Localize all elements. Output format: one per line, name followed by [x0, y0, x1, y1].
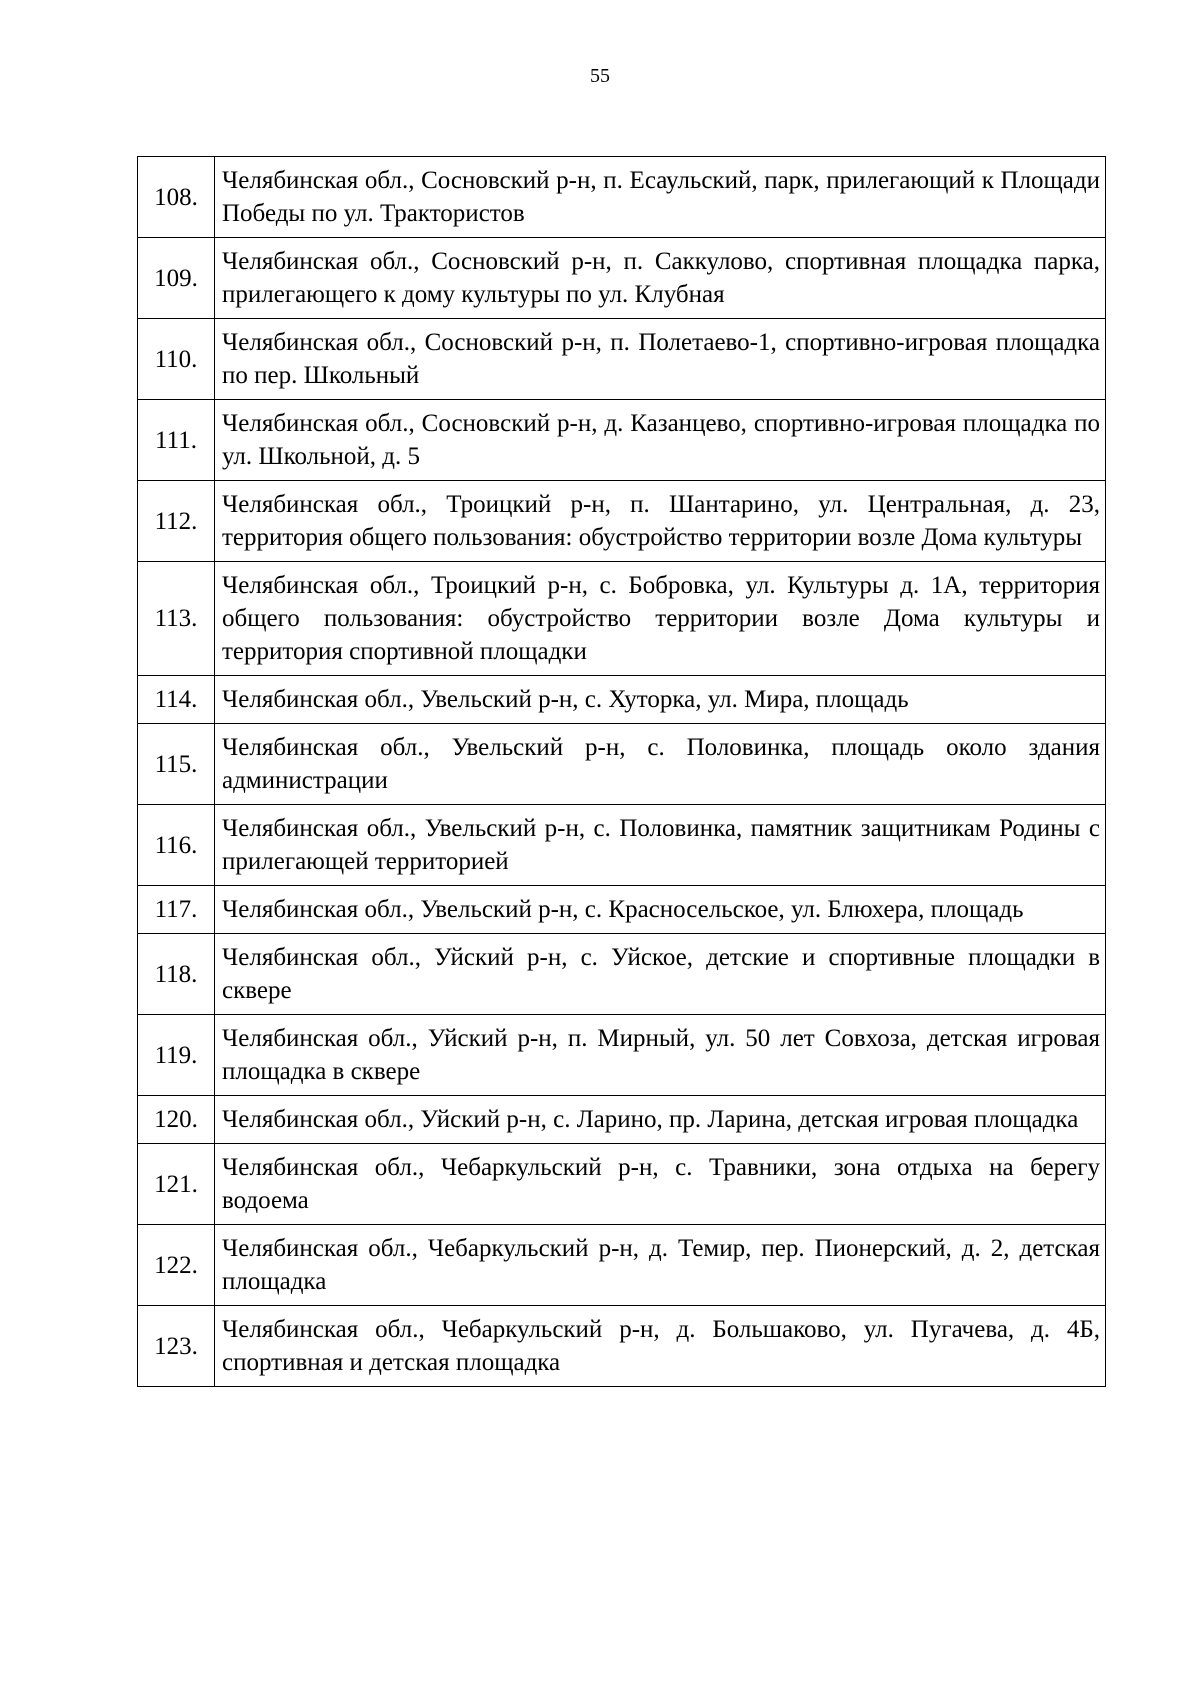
row-location: Челябинская обл., Чебаркульский р-н, с. Травники, зона отдыха на берегу водоема [215, 1144, 1106, 1225]
row-location: Челябинская обл., Увельский р-н, с. Красносельское, ул. Блюхера, площадь [215, 886, 1106, 934]
row-number: 120. [138, 1096, 215, 1144]
row-location: Челябинская обл., Увельский р-н, с. Половинка, площадь около здания администрации [215, 724, 1106, 805]
table-row [138, 238, 1106, 319]
table-row [138, 1015, 1106, 1096]
row-number: 118. [138, 934, 215, 1015]
table-row [138, 400, 1106, 481]
table-row [138, 562, 1106, 676]
row-number: 109. [138, 238, 215, 319]
table-row [138, 1144, 1106, 1225]
row-number: 116. [138, 805, 215, 886]
row-location: Челябинская обл., Уйский р-н, с. Уйское, детские и спортивные площадки в сквере [215, 934, 1106, 1015]
row-number: 123. [138, 1306, 215, 1387]
table-row [138, 1225, 1106, 1306]
row-number: 110. [138, 319, 215, 400]
row-number: 114. [138, 676, 215, 724]
row-number: 122. [138, 1225, 215, 1306]
table-row [138, 676, 1106, 724]
row-number: 117. [138, 886, 215, 934]
row-location: Челябинская обл., Троицкий р-н, с. Бобровка, ул. Культуры д. 1А, территория общего пользования: обустройство территории возле Дома культуры и территория спортивной площадки [215, 562, 1106, 676]
table-row [138, 481, 1106, 562]
locations-table [137, 156, 1106, 1387]
table-row [138, 886, 1106, 934]
table-row [138, 1096, 1106, 1144]
row-location: Челябинская обл., Сосновский р-н, д. Казанцево, спортивно-игровая площадка по ул. Школьной, д. 5 [215, 400, 1106, 481]
row-location: Челябинская обл., Уйский р-н, п. Мирный, ул. 50 лет Совхоза, детская игровая площадка в сквере [215, 1015, 1106, 1096]
row-location: Челябинская обл., Сосновский р-н, п. Саккулово, спортивная площадка парка, прилегающего к дому культуры по ул. Клубная [215, 238, 1106, 319]
row-location: Челябинская обл., Сосновский р-н, п. Есаульский, парк, прилегающий к Площади Победы по ул. Трактористов [215, 157, 1106, 238]
row-number: 108. [138, 157, 215, 238]
table-row [138, 934, 1106, 1015]
row-location: Челябинская обл., Чебаркульский р-н, д. Большаково, ул. Пугачева, д. 4Б, спортивная и детская площадка [215, 1306, 1106, 1387]
row-number: 121. [138, 1144, 215, 1225]
row-location: Челябинская обл., Увельский р-н, с. Хуторка, ул. Мира, площадь [215, 676, 1106, 724]
row-number: 115. [138, 724, 215, 805]
row-location: Челябинская обл., Уйский р-н, с. Ларино, пр. Ларина, детская игровая площадка [215, 1096, 1106, 1144]
row-number: 111. [138, 400, 215, 481]
row-location: Челябинская обл., Чебаркульский р-н, д. Темир, пер. Пионерский, д. 2, детская площадка [215, 1225, 1106, 1306]
locations-table-body [138, 157, 1106, 1387]
row-location: Челябинская обл., Троицкий р-н, п. Шантарино, ул. Центральная, д. 23, территория общего пользования: обустройство территории возле Дома культуры [215, 481, 1106, 562]
table-row [138, 805, 1106, 886]
row-number: 119. [138, 1015, 215, 1096]
row-number: 112. [138, 481, 215, 562]
table-row [138, 1306, 1106, 1387]
row-number: 113. [138, 562, 215, 676]
row-location: Челябинская обл., Увельский р-н, с. Половинка, памятник защитникам Родины с прилегающей территорией [215, 805, 1106, 886]
table-row [138, 319, 1106, 400]
table-row [138, 157, 1106, 238]
row-location: Челябинская обл., Сосновский р-н, п. Полетаево-1, спортивно-игровая площадка по пер. Школьный [215, 319, 1106, 400]
table-row [138, 724, 1106, 805]
page-number: 55 [590, 65, 610, 87]
